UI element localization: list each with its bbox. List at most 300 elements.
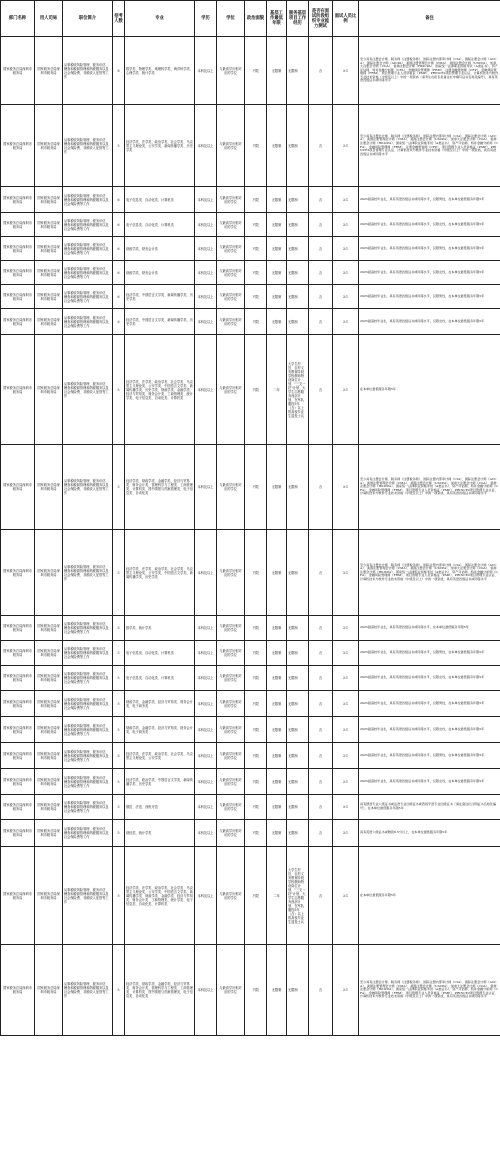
degree-cell: 与最高学历相对应的学位 [217,820,245,847]
intro-cell: 从事税收风险管理、税务评估、稽查和税源管理和纳税服务以及社会保险费等工作 [63,743,113,769]
dept-cell: 国家税务总局深圳市税务局 [1,37,35,105]
years-cell: 无限制 [267,530,287,616]
education-cell: 本科及以上 [195,285,217,309]
dept-cell: 国家税务总局深圳市税务局 [1,847,35,945]
test-cell: 否 [309,820,333,847]
years-cell: 无限制 [267,261,287,285]
intro-cell: 从事税收风险管理、税务评估、稽查和税源管理和纳税服务以及社会保险费、非税收入征管等工作 [63,445,113,530]
bureau-cell: 国家税务总局深圳市税务局 [35,641,63,666]
ratio-cell: 3:1 [333,285,359,309]
political-cell: 不限 [245,105,267,187]
project-cell: 无限制 [287,285,309,309]
table-row [1,945,500,1036]
intro-cell: 从事税收风险管理、税务评估、稽查和税源管理和纳税服务以及社会保险费等工作 [63,285,113,309]
count-cell: 5 [113,743,125,769]
dept-cell: 国家税务总局深圳市税务局 [1,945,35,1036]
intro-cell: 从事税收风险管理、税务评估、稽查和税源管理和纳税服务以及社会保险费等工作 [63,261,113,285]
degree-cell: 与最高学历相对应的学位 [217,616,245,641]
note-cell: 具有德语专业八级证书或法语专业四级证书或西班牙语专业四级证书（请在备注栏注明证书名称及编号），在本单位最低服务年限5年 [359,795,500,820]
count-cell: 8 [113,37,125,105]
political-cell: 不限 [245,187,267,213]
count-cell: 5 [113,616,125,641]
degree-cell: 与最高学历相对应的学位 [217,641,245,666]
education-cell: 本科及以上 [195,237,217,261]
degree-cell: 与最高学历相对应的学位 [217,666,245,691]
bureau-cell: 国家税务总局深圳市税务局 [35,691,63,717]
note-cell: 2025届高校毕业生，具有英语四级证书或同等水平，在本单位最低服务年限5年 [359,616,500,641]
test-cell: 否 [309,666,333,691]
dept-cell: 国家税务总局深圳市税务局 [1,261,35,285]
years-cell: 无限制 [267,769,287,795]
test-cell: 否 [309,285,333,309]
degree-cell: 与最高学历相对应的学位 [217,530,245,616]
political-cell: 不限 [245,530,267,616]
dept-cell: 国家税务总局深圳市税务局 [1,187,35,213]
major-cell: 财政学类、金融学类、经济与贸易类、财务会计类、电子商务类 [125,717,195,743]
note-cell: 具有英语六级证书或雅思6.5分以上，在本单位最低服务年限5年 [359,820,500,847]
degree-cell: 与最高学历相对应的学位 [217,105,245,187]
bureau-cell: 国家税务总局深圳市税务局 [35,309,63,335]
project-cell: 无限制 [287,37,309,105]
project-cell: 无限制 [287,616,309,641]
dept-cell: 国家税务总局深圳市税务局 [1,691,35,717]
years-cell: 无限制 [267,37,287,105]
intro-cell: 从事税收风险管理、税务评估、稽查和税源管理和纳税服务以及社会保险费、非税收入征管等工作 [63,335,113,445]
column-header: 服务基层项目工作经历 [287,1,309,37]
education-cell: 本科及以上 [195,717,217,743]
project-cell: 无限制 [287,261,309,285]
education-cell: 本科及以上 [195,445,217,530]
project-cell: 无限制 [287,445,309,530]
education-cell: 本科及以上 [195,213,217,237]
test-cell: 否 [309,335,333,445]
intro-cell: 从事税收风险管理、税务评估、稽查和税源管理和纳税服务以及社会保险费等工作 [63,616,113,641]
note-cell: 2025届高校毕业生，具有英语四级证书或同等水平，仅限男性，在本单位最低服务年限5年 [359,691,500,717]
project-cell: 无限制 [287,237,309,261]
degree-cell: 与最高学历相对应的学位 [217,37,245,105]
test-cell: 否 [309,105,333,187]
intro-cell: 从事税收风险管理、税务评估、稽查和税源管理和纳税服务以及社会保险费等工作 [63,187,113,213]
education-cell: 本科及以上 [195,616,217,641]
years-cell: 无限制 [267,641,287,666]
note-cell: 2025届高校毕业生，具有英语四级证书或同等水平，仅限男性，在本单位最低服务年限5年 [359,743,500,769]
ratio-cell: 3:1 [333,743,359,769]
bureau-cell: 国家税务总局深圳市税务局 [35,616,63,641]
years-cell: 无限制 [267,691,287,717]
years-cell: 无限制 [267,666,287,691]
education-cell: 本科及以上 [195,187,217,213]
degree-cell: 与最高学历相对应的学位 [217,945,245,1036]
table-row [1,309,500,335]
note-cell: 2025届高校毕业生，具有英语四级证书或同等水平，仅限男性，在本单位最低服务年限5年 [359,237,500,261]
test-cell: 否 [309,847,333,945]
bureau-cell: 国家税务总局深圳市税务局 [35,666,63,691]
political-cell: 不限 [245,691,267,717]
dept-cell: 国家税务总局深圳市税务局 [1,530,35,616]
intro-cell: 从事税收风险管理、税务评估、稽查和税源管理和纳税服务以及社会保险费等工作 [63,666,113,691]
intro-cell: 从事税收风险管理、税务评估、稽查和税源管理和纳税服务以及社会保险费、非税收入征管等工作 [63,945,113,1036]
bureau-cell: 国家税务总局深圳市税务局 [35,187,63,213]
years-cell: 无限制 [267,445,287,530]
table-row [1,616,500,641]
major-cell: 财政学类、财务会计类 [125,261,195,285]
major-cell: 经济学类、政治学类、中国语言文学类、新闻传播学类、历史学类 [125,769,195,795]
intro-cell: 从事税收风险管理、税务评估、稽查和税源管理和纳税服务以及社会保险费等工作 [63,769,113,795]
degree-cell: 与最高学历相对应的学位 [217,187,245,213]
political-cell: 不限 [245,213,267,237]
education-cell: 本科及以上 [195,309,217,335]
degree-cell: 与最高学历相对应的学位 [217,847,245,945]
education-cell: 本科及以上 [195,105,217,187]
political-cell: 不限 [245,743,267,769]
bureau-cell: 国家税务总局深圳市税务局 [35,717,63,743]
ratio-cell: 3:1 [333,847,359,945]
test-cell: 否 [309,261,333,285]
dept-cell: 国家税务总局深圳市税务局 [1,335,35,445]
project-cell: 大学生村官、农村义务教育阶段学校教师特设岗位计划、"三支一扶"计划、大学生志愿服务西部计划、在军队服役5年（含）以上的高校毕业生退役士兵 [287,847,309,945]
column-header: 招考人数 [113,1,125,37]
dept-cell: 国家税务总局深圳市税务局 [1,237,35,261]
education-cell: 本科及以上 [195,945,217,1036]
major-cell: 数学类、统计学类 [125,616,195,641]
ratio-cell: 3:1 [333,820,359,847]
intro-cell: 从事税收风险管理、税务评估、稽查和税源管理和纳税服务以及社会保险费等工作 [63,309,113,335]
degree-cell: 与最高学历相对应的学位 [217,743,245,769]
years-cell: 无限制 [267,795,287,820]
project-cell: 无限制 [287,717,309,743]
count-cell: 6 [113,309,125,335]
bureau-cell: 国家税务总局深圳市税务局 [35,445,63,530]
ratio-cell: 3:1 [333,795,359,820]
project-cell: 无限制 [287,530,309,616]
ratio-cell: 3:1 [333,945,359,1036]
count-cell: 6 [113,237,125,261]
degree-cell: 与最高学历相对应的学位 [217,795,245,820]
project-cell: 无限制 [287,309,309,335]
education-cell: 本科及以上 [195,743,217,769]
column-header: 学位 [217,1,245,37]
project-cell: 无限制 [287,691,309,717]
intro-cell: 从事税收风险管理、税务评估、稽查和税源管理和纳税服务以及社会保险费等工作 [63,717,113,743]
major-cell: 经济学类、法学类、政治学类、社会学类、马克思主义理论类、公安学类 [125,743,195,769]
major-cell: 电子信息类、自动化类、计算机类 [125,666,195,691]
years-cell: 无限制 [267,743,287,769]
column-header: 备注 [359,1,500,37]
major-cell: 电子信息类、自动化类、计算机类 [125,187,195,213]
ratio-cell: 3:1 [333,717,359,743]
count-cell: 5 [113,691,125,717]
ratio-cell: 3:1 [333,213,359,237]
education-cell: 本科及以上 [195,335,217,445]
note-cell: 2025届高校毕业生，具有英语四级证书或同等水平，仅限女性，在本单位最低服务年限5年 [359,666,500,691]
ratio-cell: 3:1 [333,769,359,795]
political-cell: 不限 [245,261,267,285]
degree-cell: 与最高学历相对应的学位 [217,285,245,309]
table-row [1,666,500,691]
degree-cell: 与最高学历相对应的学位 [217,769,245,795]
degree-cell: 与最高学历相对应的学位 [217,335,245,445]
note-cell: 2025届高校毕业生，具有英语四级证书或同等水平，仅限男性，在本单位最低服务年限5年 [359,187,500,213]
test-cell: 否 [309,641,333,666]
political-cell: 不限 [245,335,267,445]
political-cell: 不限 [245,237,267,261]
project-cell: 无限制 [287,641,309,666]
count-cell: 5 [113,795,125,820]
column-header: 政治面貌 [245,1,267,37]
intro-cell: 从事税收风险管理、税务评估、稽查和税源管理和纳税服务以及社会保险费等工作 [63,820,113,847]
years-cell: 无限制 [267,309,287,335]
note-cell: 2025届高校毕业生，具有英语四级证书或同等水平，仅限女性，在本单位最低服务年限5年 [359,769,500,795]
bureau-cell: 国家税务总局深圳市税务局 [35,820,63,847]
political-cell: 不限 [245,847,267,945]
count-cell: 5 [113,641,125,666]
years-cell: 无限制 [267,616,287,641]
count-cell: 5 [113,666,125,691]
ratio-cell: 3:1 [333,691,359,717]
dept-cell: 国家税务总局深圳市税务局 [1,666,35,691]
project-cell: 无限制 [287,769,309,795]
table-row [1,445,500,530]
note-cell: 至少具有注册会计师、税务师（注册税务师）、国际注册内部审计师（CIA）、国际注册会计师（ACCA）、美国注册管理会计师（CMA）、美国注册会计师（USCPA）、加拿大注册会计师（CGA）、香港注册会计师（HKICPA）、国家统一法律职业资格考试（A类证书）、资产评估师、特许金融分析师（CFA）、金融风险管理师（FRM）、项目管理专业人员资格证（PMP）、PRINCE2项目管理专业认证、计算机技术与软件专业技术资格（中级及以上）中的一项资质，具有英语四级证书或同等水平 [359,530,500,616]
test-cell: 否 [309,717,333,743]
count-cell: 5 [113,105,125,187]
education-cell: 本科及以上 [195,820,217,847]
dept-cell: 国家税务总局深圳市税务局 [1,820,35,847]
count-cell: 5 [113,717,125,743]
project-cell: 无限制 [287,743,309,769]
years-cell: 无限制 [267,717,287,743]
test-cell: 否 [309,769,333,795]
note-cell: 2025届高校毕业生，具有英语四级证书或同等水平，仅限女性，在本单位最低服务年限5年 [359,309,500,335]
degree-cell: 与最高学历相对应的学位 [217,213,245,237]
ratio-cell: 3:1 [333,37,359,105]
political-cell: 不限 [245,37,267,105]
test-cell: 否 [309,213,333,237]
education-cell: 本科及以上 [195,530,217,616]
intro-cell: 从事税收风险管理、税务评估、稽查和税源管理和纳税服务以及社会保险费、非税收入征管等工作 [63,847,113,945]
years-cell: 无限制 [267,105,287,187]
test-cell: 否 [309,187,333,213]
note-cell: 在本单位最低服务年限5年 [359,335,500,445]
table-row [1,261,500,285]
count-cell: 5 [113,847,125,945]
political-cell: 不限 [245,666,267,691]
dept-cell: 国家税务总局深圳市税务局 [1,616,35,641]
table-row [1,743,500,769]
note-cell: 在本单位最低服务年限5年 [359,847,500,945]
dept-cell: 国家税务总局深圳市税务局 [1,743,35,769]
major-cell: 财政学类、财务会计类 [125,237,195,261]
column-header: 用人司局 [35,1,63,37]
count-cell: 5 [113,335,125,445]
education-cell: 本科及以上 [195,847,217,945]
ratio-cell: 3:1 [333,335,359,445]
intro-cell: 从事税收风险管理、税务评估、稽查和税源管理和纳税服务以及社会保险费等工作 [63,213,113,237]
bureau-cell: 国家税务总局深圳市税务局 [35,335,63,445]
note-cell: 2025届高校毕业生，具有英语四级证书或同等水平，仅限男性，在本单位最低服务年限5年 [359,285,500,309]
test-cell: 否 [309,445,333,530]
bureau-cell: 国家税务总局深圳市税务局 [35,105,63,187]
note-cell: 至少具有注册会计师、税务师（注册税务师）、国际注册内部审计师（CIA）、国际注册会计师（ACCA）、美国注册管理会计师（CMA）、美国注册会计师（USCPA）、加拿大注册会计师（CGA）、香港注册会计师（HKICPA）、国家统一法律职业资格考试（A类证书）、资产评估师、特许金融分析师（CFA）、金融风险管理师（FRM）、项目管理专业人员资格证（PMP）、PRINCE2项目管理专业认证、计算机技术与软件专业技术资格（中级及以上）中的一项资质，具有英语四级证书或同等水平 [359,945,500,1036]
note-cell: 2025届高校毕业生，具有英语四级证书或同等水平，仅限女性，在本单位最低服务年限5年 [359,717,500,743]
political-cell: 不限 [245,445,267,530]
test-cell: 否 [309,795,333,820]
years-cell: 无限制 [267,187,287,213]
test-cell: 否 [309,691,333,717]
dept-cell: 国家税务总局深圳市税务局 [1,641,35,666]
note-cell: 2025届高校毕业生，具有英语四级证书或同等水平，仅限女性，在本单位最低服务年限5年 [359,261,500,285]
major-cell: 电子信息类、自动化类、计算机类 [125,641,195,666]
intro-cell: 从事税收风险管理、税务评估、稽查和税源管理和纳税服务以及社会保险费、非税收入征管等工作 [63,105,113,187]
project-cell: 无限制 [287,945,309,1036]
project-cell: 无限制 [287,105,309,187]
table-header-row [1,1,500,37]
political-cell: 不限 [245,309,267,335]
ratio-cell: 3:1 [333,666,359,691]
intro-cell: 从事税收风险管理、税务评估、稽查和税源管理和纳税服务以及社会保险费等工作 [63,795,113,820]
bureau-cell: 国家税务总局深圳市税务局 [35,261,63,285]
bureau-cell: 国家税务总局深圳市税务局 [35,285,63,309]
ratio-cell: 3:1 [333,616,359,641]
education-cell: 本科及以上 [195,795,217,820]
bureau-cell: 国家税务总局深圳市税务局 [35,795,63,820]
political-cell: 不限 [245,285,267,309]
dept-cell: 国家税务总局深圳市税务局 [1,445,35,530]
years-cell: 无限制 [267,945,287,1036]
test-cell: 否 [309,309,333,335]
table-row [1,820,500,847]
ratio-cell: 3:1 [333,309,359,335]
ratio-cell: 3:1 [333,530,359,616]
table-row [1,530,500,616]
test-cell: 否 [309,616,333,641]
project-cell: 无限制 [287,795,309,820]
years-cell: 无限制 [267,285,287,309]
political-cell: 不限 [245,717,267,743]
ratio-cell: 3:1 [333,105,359,187]
column-header: 面试人员比例 [333,1,359,37]
dept-cell: 国家税务总局深圳市税务局 [1,213,35,237]
political-cell: 不限 [245,820,267,847]
intro-cell: 从事税收风险管理、税务评估、稽查和税源管理和纳税服务以及社会保险费等工作 [63,237,113,261]
project-cell: 无限制 [287,213,309,237]
table-row [1,795,500,820]
education-cell: 本科及以上 [195,769,217,795]
table-row [1,335,500,445]
education-cell: 本科及以上 [195,691,217,717]
table-row [1,237,500,261]
education-cell: 本科及以上 [195,666,217,691]
ratio-cell: 3:1 [333,187,359,213]
intro-cell: 从事税收风险管理、税务评估、稽查和税源管理和纳税服务以及社会保险费、非税收入征管等工作 [63,530,113,616]
count-cell: 5 [113,530,125,616]
note-cell: 2025届高校毕业生，具有英语四级证书或同等水平，仅限男性，在本单位最低服务年限5年 [359,641,500,666]
major-cell: 经济学类、法学类、政治学类、社会学类、马克思主义理论类、公安学类、中国语言文学类、新闻传播学类、历史学类 [125,530,195,616]
column-header: 是否在面试阶段组织专业能力测试 [309,1,333,37]
dept-cell: 国家税务总局深圳市税务局 [1,795,35,820]
note-cell: 至少具有注册会计师、税务师（注册税务师）、国际注册内部审计师（CIA）、国际注册会计师（ACCA）、国际注册会计师（AICPA）、美国注册管理会计师（CMA）、美国注册会计师（USCPA）、加拿大注册会计师（CGA）、香港注册会计师（HKICPA）、国家统一法律职业资格考试（A类证书）、资产评估师、特许金融分析师（CFA）、金融风险管理师（FRM）、注册金融策划师（CFP）、金融风险管理师（FRM）、项目管理专业人员资格证（PMP）、PRINCE2项目管理专业认证、计算机技术与软件专业技术资格（中级及以上）中的一项资质（请考生在报名表备注栏中填写证书名称及编号），具有英语四级证书或同等水平 [359,37,500,105]
political-cell: 不限 [245,641,267,666]
project-cell: 大学生村官、农村义务教育阶段学校教师特设岗位计划、"三支一扶"计划、大学生志愿服务西部计划、在军队服役5年（含）以上的高校毕业生退役士兵 [287,335,309,445]
political-cell: 不限 [245,769,267,795]
bureau-cell: 国家税务总局深圳市税务局 [35,530,63,616]
years-cell: 无限制 [267,213,287,237]
major-cell: 经济学类、法学类、政治学类、社会学类、马克思主义理论类、公安学类、中国语言文学类、新闻传播学类、历史学类、财政学类、金融学类、经济与贸易类、财务会计类、工商管理类、统计学类、电子信息类、自动化类、计算机类 [125,335,195,445]
table-row [1,37,500,105]
bureau-cell: 国家税务总局深圳市税务局 [35,769,63,795]
table-row [1,717,500,743]
project-cell: 无限制 [287,820,309,847]
note-cell: 至少具有注册会计师、税务师（注册税务师）、国际注册内部审计师（CIA）、国际注册会计师（ACCA）、美国注册管理会计师（CMA）、美国注册会计师（USCPA）、加拿大注册会计师（CGA）、香港注册会计师（HKICPA）、国家统一法律职业资格考试（A类证书）、资产评估师、特许金融分析师（CFA）、金融风险管理师（FRM）、项目管理专业人员资格证（PMP）、PRINCE2项目管理专业认证、计算机技术与软件专业技术资格（中级及以上）中的一项资质，具有英语四级证书或同等水平 [359,445,500,530]
count-cell: 6 [113,213,125,237]
bureau-cell: 国家税务总局深圳市税务局 [35,237,63,261]
degree-cell: 与最高学历相对应的学位 [217,691,245,717]
table-body [1,37,500,1036]
ratio-cell: 3:1 [333,641,359,666]
dept-cell: 国家税务总局深圳市税务局 [1,717,35,743]
bureau-cell: 国家税务总局深圳市税务局 [35,37,63,105]
years-cell: 无限制 [267,237,287,261]
dept-cell: 国家税务总局深圳市税务局 [1,769,35,795]
column-header: 专业 [125,1,195,37]
project-cell: 无限制 [287,666,309,691]
major-cell: 财政学类、金融学类、经济与贸易类、财务会计类、电子商务类 [125,691,195,717]
table-row [1,187,500,213]
education-cell: 本科及以上 [195,37,217,105]
major-cell: 经济学类、法学类、政治学类、社会学类、马克思主义理论类、公安学类、中国语言文学类、新闻传播学类、财政学类、金融学类、经济与贸易类、财务会计类、工商管理类、统计学类、电子信息类、自动化类、计算机类 [125,847,195,945]
intro-cell: 从事税收风险管理、税务评估、稽查和税源管理和纳税服务以及社会保险费、非税收入征管等工作 [63,37,113,105]
degree-cell: 与最高学历相对应的学位 [217,309,245,335]
bureau-cell: 国家税务总局深圳市税务局 [35,743,63,769]
count-cell: 6 [113,261,125,285]
column-header: 职位简介 [63,1,113,37]
table-row [1,285,500,309]
degree-cell: 与最高学历相对应的学位 [217,717,245,743]
political-cell: 不限 [245,795,267,820]
education-cell: 本科及以上 [195,261,217,285]
count-cell: 6 [113,187,125,213]
test-cell: 否 [309,945,333,1036]
column-header: 部门名称 [1,1,35,37]
bureau-cell: 国家税务总局深圳市税务局 [35,945,63,1036]
degree-cell: 与最高学历相对应的学位 [217,445,245,530]
political-cell: 不限 [245,945,267,1036]
years-cell: 无限制 [267,820,287,847]
dept-cell: 国家税务总局深圳市税务局 [1,105,35,187]
count-cell: 5 [113,769,125,795]
ratio-cell: 3:1 [333,237,359,261]
project-cell: 无限制 [287,187,309,213]
major-cell: 电子信息类、自动化类、计算机类 [125,213,195,237]
major-cell: 经济学类、法学类、政治学类、社会学类、马克思主义理论类、公安学类、新闻传播学类、历史学类 [125,105,195,187]
test-cell: 否 [309,743,333,769]
intro-cell: 从事税收风险管理、税务评估、稽查和税源管理和纳税服务以及社会保险费等工作 [63,691,113,717]
count-cell: 6 [113,285,125,309]
ratio-cell: 3:1 [333,445,359,530]
table-row [1,641,500,666]
dept-cell: 国家税务总局深圳市税务局 [1,309,35,335]
bureau-cell: 国家税务总局深圳市税务局 [35,847,63,945]
note-cell: 2025届高校毕业生，具有英语四级证书或同等水平，仅限女性，在本单位最低服务年限5年 [359,213,500,237]
major-cell: 数学类、物理学类、地理科学类、海洋科学类、心理学类、统计学类 [125,37,195,105]
table-row [1,769,500,795]
test-cell: 否 [309,237,333,261]
degree-cell: 与最高学历相对应的学位 [217,237,245,261]
ratio-cell: 3:1 [333,261,359,285]
count-cell: 5 [113,820,125,847]
count-cell: 5 [113,445,125,530]
test-cell: 否 [309,530,333,616]
